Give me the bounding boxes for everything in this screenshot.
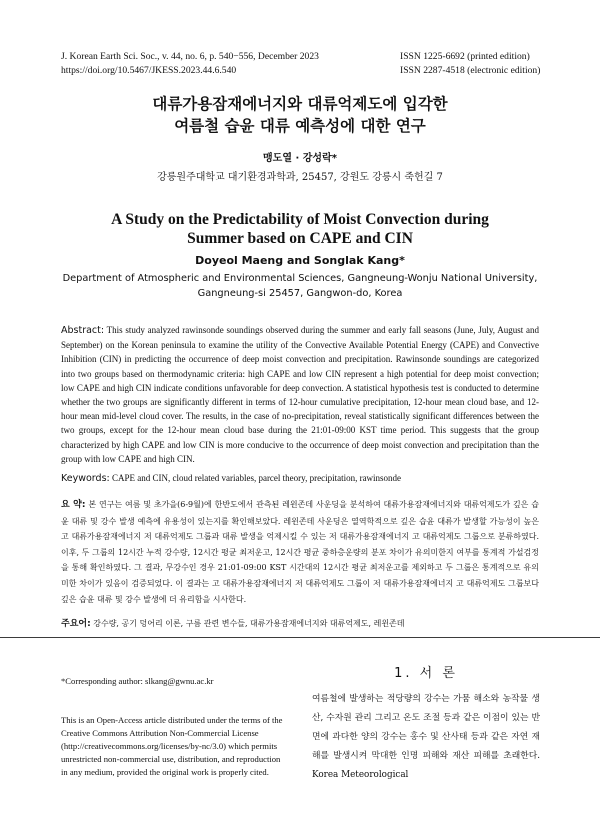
journal-line: J. Korean Earth Sci. Soc., v. 44, no. 6, p. 540−556, December 2023 <box>61 51 319 62</box>
korean-keywords-text: 강수량, 공기 덩어리 이론, 구름 관련 변수들, 대류가용잠재에너지와 대류억제도, 레윈존데 <box>93 619 405 628</box>
abstract <box>61 323 539 466</box>
section-divider <box>0 637 600 638</box>
english-authors: Doyeol Maeng and Songlak Kang* <box>195 254 405 267</box>
abstract-text: This study analyzed rawinsonde soundings observed during the summer and early fall seasons (June, July, August and September) on the Korean peninsula to examine the utility of the Convective Available Potential Energy (CAPE) and Convective Inhibition (CIN) in predicting the occurrence of deep moist convection and precipitation. Rawinsonde soundings are categorized into two groups based on thermodynamic criteria: high CAPE and low CIN represent a high potential for deep moist convection; low CAPE and high CIN indicate conditions unfavorable for deep convection. A statistical hypothesis test is conducted to determine whether the two groups are significantly different in terms of 12-hour cumulative precipitation, 12-hour mean cloud base, and 12-hour mean mid-level cloud cover. The results, in the case of no-precipitation, reveal statistically significant differences between the two groups, except for the 12-hour mean cloud base during the 21:01-09:00 KST time period. This suggests that the group characterized by high CAPE and low CIN is more conducive to the occurrence of deep moist convection and precipitation than the group with low CAPE and high CIN. <box>61 325 539 464</box>
korean-title-line-1: 대류가용잠재에너지와 대류억제도에 입각한 <box>152 95 448 113</box>
journal-citation <box>61 50 319 78</box>
introduction-text: 여름철에 발생하는 적당량의 강수는 가뭄 해소와 농작물 생산, 수자원 관리 그리고 온도 조절 등과 같은 이점이 있는 반면에 과다한 양의 강수는 홍수 및 산사태 등과 같은 자연 재해를 발생시켜 막대한 인명 피해와 재산 피해를 초래한다. Korea Meteorological <box>312 694 540 780</box>
license-note: This is an Open-Access article distributed under the terms of the Creative Commons Attribution Non-Commercial License (http://creativecommons.org/licenses/by-nc/3.0) which permits unrestricted non-commercial use, distribution, and reproduction in any medium, provided the original work is properly cited. <box>61 715 283 777</box>
keywords-label: Keywords: <box>61 473 110 484</box>
english-title-line-1: A Study on the Predictability of Moist Convection during <box>111 211 489 228</box>
issn-print: ISSN 1225-6692 (printed edition) <box>400 51 530 62</box>
english-affiliation <box>60 271 540 301</box>
korean-keywords <box>61 616 539 629</box>
korean-abstract-label: 요 약: <box>61 500 86 510</box>
keywords <box>61 473 539 484</box>
english-affiliation-line-2: Gangneung-si 25457, Gangwon-do, Korea <box>197 288 403 299</box>
english-title-line-2: Summer based on CAPE and CIN <box>187 230 413 247</box>
abstract-label: Abstract: <box>61 325 105 336</box>
korean-title <box>0 93 600 137</box>
english-title <box>0 210 600 248</box>
introduction-heading: 1. 서 론 <box>394 666 458 681</box>
issn-block <box>400 50 540 78</box>
korean-keywords-label: 주요어: <box>61 619 91 629</box>
keywords-text: CAPE and CIN, cloud related variables, parcel theory, precipitation, rawinsonde <box>111 473 402 483</box>
korean-affiliation: 강릉원주대학교 대기환경과학과, 25457, 강원도 강릉시 죽헌길 7 <box>157 172 443 183</box>
korean-title-line-2: 여름철 습윤 대류 예측성에 대한 연구 <box>174 117 426 135</box>
korean-abstract-text: 본 연구는 여름 및 초가을(6-9월)에 한반도에서 관측된 레윈존데 사운딩을 분석하여 대류가용잠재에너지와 대류억제도가 깊은 습윤 대류 및 강수 발생 예측에 유용성이 있는지를 확인해보았다. 레윈존데 사운딩은 열역학적으로 깊은 습윤 대류가 발생할 가능성이 높은 고 대류가용잠재에너지 저 대류억제도 그룹과 대류 발생을 억제시킬 수 있는 저 대류가용잠재에너지 고 대류억제도 그룹으로 분류하였다. 이후, 두 그룹의 12시간 누적 강수량, 12시간 평균 최저운고, 12시간 평균 중하층운량의 분포 차이가 유의미한지 여부를 통계적 가설검정을 통해 확인하였다. 그 결과, 무강수인 경우 21:01-09:00 KST 시간대의 12시간 평균 최저운고를 제외하고 두 그룹은 통계적으로 유의미한 차이가 있음이 검증되었다. 이 결과는 고 대류가용잠재에너지 저 대류억제도 그룹이 저 대류가용잠재에너지 고 대류억제도 그룹보다 깊은 습윤 대류 및 강수 발생에 더 유리함을 시사한다. <box>61 500 540 604</box>
korean-abstract <box>61 497 539 607</box>
korean-authors: 맹도열 · 강성락* <box>263 153 337 164</box>
issn-electronic: ISSN 2287-4518 (electronic edition) <box>400 65 541 76</box>
corresponding-author-footnote: *Corresponding author: slkang@gwnu.ac.kr <box>61 676 214 686</box>
english-affiliation-line-1: Department of Atmospheric and Environmental Sciences, Gangneung-Wonju National University, <box>62 273 538 284</box>
doi-link[interactable]: https://doi.org/10.5467/JKESS.2023.44.6.540 <box>61 65 237 76</box>
